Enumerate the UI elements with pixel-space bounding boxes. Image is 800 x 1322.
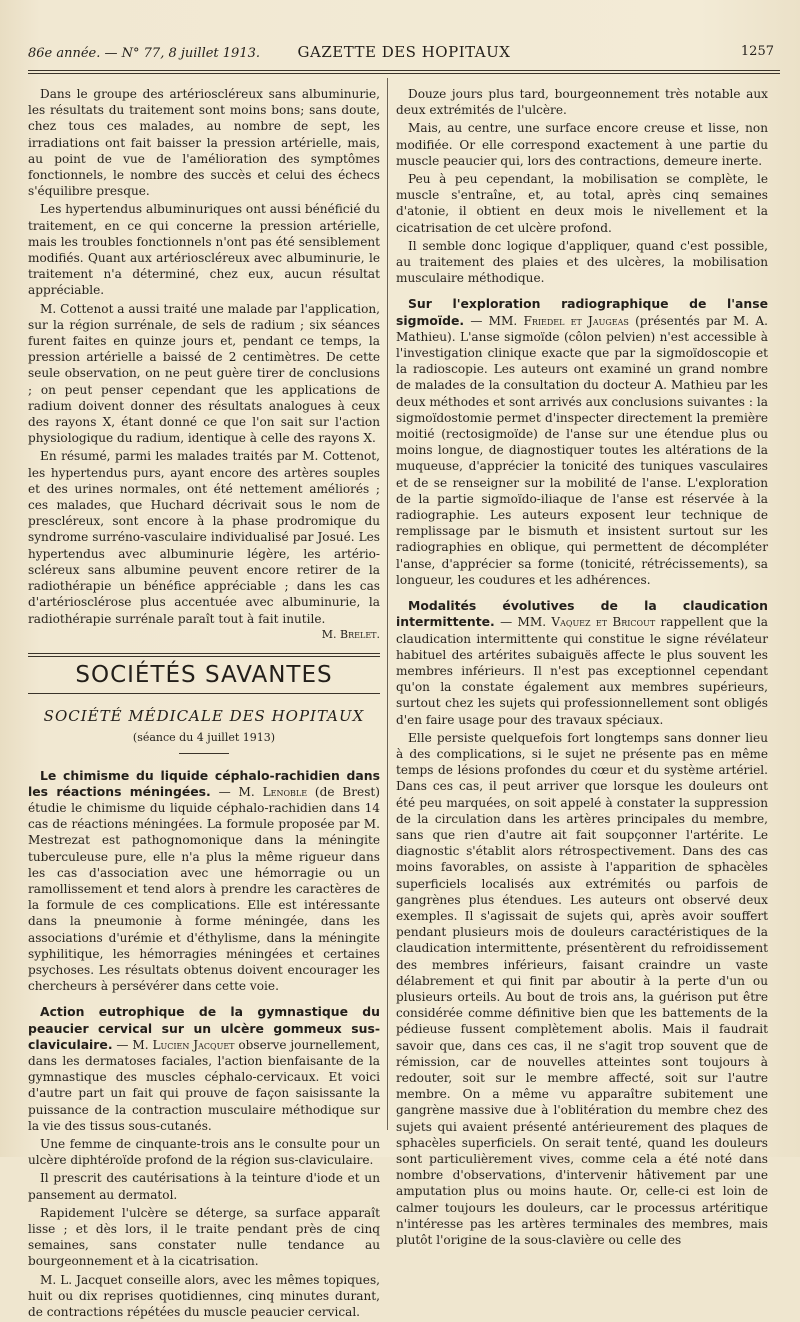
paragraph: Dans le groupe des artérioscléreux sans albuminurie, les résultats du traitement sont moins bons; sans doute, chez tous ces malades, au nombre de sept, les irradiations ont fait baisser la pression artérielle, mais, au point de vue de l'amélioration des symptômes fonctionnels, le nombre des succès et celui des échecs s'équilibre presque. <box>28 87 380 199</box>
paragraph: Mais, au centre, une surface encore creuse et lisse, non modifiée. Or elle correspond exactement à une partie du muscle peaucier qui, lors des contractions, demeure inerte. <box>396 121 768 168</box>
paragraph: Elle persiste quelquefois fort longtemps sans donner lieu à des complications, si le sujet ne présente pas en même temps de lésions profondes du cœur et du système artériel. Dans ces cas, il peut arriver que lorsque les douleurs ont été peu marquées, on soit appelé à constater la suppression de la circulation dans les artères principales du membre, sans que rien d'autre ait fait soupçonner l'artérite. Le diagnostic s'établit alors rétrospectivement. Dans des cas moins favorables, on assiste à l'apparition de sphacèles superficiels localisés aux extrémités ou parfois de gangrènes plus étendues. Les auteurs ont observé deux exemples. Il s'agissait de sujets qui, après avoir souffert pendant plusieurs mois de douleurs caractéristiques de la claudication intermittente, présentèrent du refroidissement des membres inférieurs, faisant craindre un vaste délabrement et qui finit par aboutir à la perte d'un ou plusieurs orteils. Au bout de trois ans, la guérison put être considérée comme définitive bien que les battements de la pédieuse fussent complètement abolis. Mais il faudrait savoir que, dans ces cas, il ne s'agit trop souvent que de rémission, car de nouvelles atteintes sont toujours à redouter, soit sur le membre affecté, soit sur l'autre membre. On a même vu apparaître subitement une gangrène massive due à l'oblitération du membre chez des sujets qui avaient présenté antérieurement des plaques de sphacèles superficiels. On serait tenté, quand les douleurs sont particulièrement vives, comme cela a été noté dans nombre d'observations, d'intervenir hâtivement par une amputation plus ou moins haute. Or, celle-ci est loin de calmer toujours les douleurs, car le processus artéritique n'intéresse pas les artères terminales des membres, mais plutôt l'origine de la sous-clavière ou celle des <box>396 730 768 1248</box>
article-gymnastique: Action eutrophique de la gymnastique du peaucier cervical sur un ulcère gommeux sus-claviculaire. — M. Lucien Jacquet observe journellement, dans les dermatoses faciales, l'action bienfaisante de la gymnastique des muscles céphalo-cervicaux. Et voici d'autre part un fait qui prouve de façon saisissante la puissance de la contraction musculaire méthodique sur la vie des tissus sous-cutanés. <box>28 1004 380 1133</box>
paragraph: Douze jours plus tard, bourgeonnement très notable aux deux extrémités de l'ulcère. <box>396 87 768 118</box>
column-divider <box>387 78 388 1130</box>
paragraph: M. L. Jacquet conseille alors, avec les mêmes topiques, huit ou dix reprises quotidiennes, cinq minutes durant, de contractions répétées du muscle peaucier cervical. <box>28 1272 380 1320</box>
article-heading: Action eutrophique de la gymnastique du peaucier cervical sur un ulcère gommeux sus-claviculaire. <box>28 1004 380 1052</box>
paragraph: M. Cottenot a aussi traité une malade par l'application, sur la région surrénale, de sels de radium ; six séances furent faites en quinze jours et, pendant ce temps, la pression artérielle a baissé de 2 centimètres. De cette seule observation, on ne peut guère tirer de conclusions ; on peut penser cependant que les applications de radium doivent donner des résultats analogues à ceux des rayons X, étant donné ce que l'on sait sur l'action physiologique du radium, identique à celle des rayons X. <box>28 301 380 446</box>
section-title: SOCIÉTÉS SAVANTES <box>75 661 333 688</box>
seance-date: (séance du 4 juillet 1913) <box>132 731 276 745</box>
paragraph: Une femme de cinquante-trois ans le consulte pour un ulcère diphtéroïde profond de la région sus-claviculaire. <box>28 1136 380 1168</box>
paragraph: En résumé, parmi les malades traités par M. Cottenot, les hypertendus purs, ayant encore des artères souples et des urines normales, ont été nettement améliorés ; ces malades, que Huchard décrivait sous le nom de prescléreux, sont encore à la phase prodromique du syndrome surréno-vasculaire individualisé par Josué. Les hypertendus avec albuminurie légère, les artério-scléreux sans albumine peuvent encore retirer de la radiothérapie un bénéfice appréciable ; dans les cas d'artériosclérose plus accentuée avec albuminurie, la radiothérapie surrénale paraît tout à fait inutile. <box>28 449 380 626</box>
paragraph: Rapidement l'ulcère se déterge, sa surface apparaît lisse ; et dès lors, il le traite pendant près de cinq semaines, sans constater nulle tendance au bourgeonnement et à la cicatrisation. <box>28 1205 380 1269</box>
author-signature: M. Brelet. <box>321 627 380 641</box>
article-body: rappellent que la claudication intermittente qui constitue le signe révélateur habituel des artérites subaiguës affecte le plus souvent les membres inférieurs. Il n'est pas exceptionnel cependant qu'on la constate également aux membres supérieurs, surtout chez les sujets qui professionnellement sont obligés d'en faire usage pour des travaux spéciaux. <box>396 615 768 727</box>
right-column <box>396 86 768 1250</box>
article-claudication: Modalités évolutives de la claudication intermittente. — MM. Vaquez et Bricout rappellent que la claudication intermittente qui constitue le signe révélateur habituel des artérites subaiguës affecte le plus souvent les membres inférieurs. Il n'est pas exceptionnel cependant qu'on la constate également aux membres supérieurs, surtout chez les sujets qui professionnellement sont obligés d'en faire usage pour des travaux spéciaux. <box>396 598 768 727</box>
article-author: M. Lenoble <box>238 784 308 799</box>
article-author: M. Lucien Jacquet <box>132 1037 235 1052</box>
society-title: SOCIÉTÉ MÉDICALE DES HOPITAUX <box>43 707 365 726</box>
article-heading: Le chimisme du liquide céphalo-rachidien dans les réactions méningées. <box>28 767 380 799</box>
left-column <box>28 86 380 1322</box>
article-chimisme: Le chimisme du liquide céphalo-rachidien dans les réactions méningées. — M. Lenoble (de Brest) étudie le chimisme du liquide céphalo-rachidien dans 14 cas de réactions méningées. La formule proposée par M. Mestrezat est pathognomonique dans la méningite tuberculeuse pure, elle n'a plus la même rigueur dans les cas d'association avec une hémorragie ou un ramollissement et tend alors à prendre les caractères de la formule de ces complications. Elle est intéressante dans la pneumonie à forme méningée, dans les associations d'urémie et d'éthylisme, dans la méningite syphilitique, les hémorragies méningées et certaines psychoses. Les résultats obtenus doivent encourager les chercheurs à persévérer dans cette voie. <box>28 767 380 994</box>
article-heading: Modalités évolutives de la claudication intermittente. <box>396 598 768 630</box>
article-body: (de Brest) étudie le chimisme du liquide céphalo-rachidien dans 14 cas de réactions méningées. La formule proposée par M. Mestrezat est pathognomonique dans la méningite tuberculeuse pure, elle n'a plus la même rigueur dans les cas d'association avec une hémorragie ou un ramollissement et tend alors à prendre les caractères de la formule de ces complications. Elle est intéressante dans la pneumonie à forme méningée, dans les associations d'urémie et d'éthylisme, dans la méningite syphilitique, les hémorragies méningées et certaines psychoses. Les résultats obtenus doivent encourager les chercheurs à persévérer dans cette voie. <box>28 784 380 994</box>
section-rule <box>28 653 380 657</box>
article-anse-sigmoide: Sur l'exploration radiographique de l'anse sigmoïde. — MM. Friedel et Jaugeas (présentés par M. A. Mathieu). L'anse sigmoïde (côlon pelvien) n'est accessible à l'investigation clinique exacte que par la sigmoïdoscopie et la radioscopie. Les auteurs ont examiné un grand nombre de malades de la consultation du docteur A. Mathieu par les deux méthodes et sont arrivés aux conclusions suivantes : la sigmoïdostomie permet d'inspecter directement la première moitié (rectosigmoïde) de l'anse sur une étendue plus ou moins longue, de diagnostiquer toutes les altérations de la muqueuse, d'apprécier la tonicité des tuniques vasculaires et de se renseigner sur la mobilité de l'anse. L'exploration de la partie sigmoïdo-iliaque de l'anse est réservée à la radiographie. Les auteurs exposent leur technique de remplissage par le bismuth et insistent surtout sur les radiographies en oblique, qui permettent de décompléter l'anse, d'apprécier sa forme (tonicité, rétrécissements), sa longueur, les coudures et les adhérences. <box>396 296 768 587</box>
issue-info: 86e année. — N° 77, 8 juillet 1913. <box>28 46 261 61</box>
paragraph: Il prescrit des cautérisations à la teinture d'iode et un pansement au dermatol. <box>28 1171 380 1202</box>
article-authors: MM. Friedel et Jaugeas <box>488 313 629 328</box>
paragraph: Il semble donc logique d'appliquer, quand c'est possible, au traitement des plaies et des ulcères, la mobilisation musculaire méthodique. <box>396 238 768 286</box>
journal-title: GAZETTE DES HOPITAUX <box>297 43 511 61</box>
article-authors: MM. Vaquez et Bricout <box>517 615 656 630</box>
header-rule <box>28 70 780 74</box>
article-body: observe journellement, dans les dermatoses faciales, l'action bienfaisante de la gymnastique des muscles céphalo-cervicaux. Et voici d'autre part un fait qui prouve de façon saisissante la puissance de la contraction musculaire méthodique sur la vie des tissus sous-cutanés. <box>28 1037 380 1133</box>
paragraph: Peu à peu cependant, la mobilisation se complète, le muscle s'entraîne, et, au total, après cinq semaines d'atonie, il obtient en deux mois le nivellement et la cicatrisation de cet ulcère profond. <box>396 172 768 235</box>
article-heading: Sur l'exploration radiographique de l'anse sigmoïde. <box>396 296 768 328</box>
paragraph: Les hypertendus albuminuriques ont aussi bénéficié du traitement, en ce qui concerne la pression artérielle, mais les troubles fonctionnels n'ont pas été sensiblement modifiés. Quant aux artérioscléreux avec albuminurie, le traitement n'a déterminé, chez eux, aucun résultat appréciable. <box>28 202 380 298</box>
article-body: (présentés par M. A. Mathieu). L'anse sigmoïde (côlon pelvien) n'est accessible à l'investigation clinique exacte que par la sigmoïdoscopie et la radioscopie. Les auteurs ont examiné un grand nombre de malades de la consultation du docteur A. Mathieu par les deux méthodes et sont arrivés aux conclusions suivantes : la sigmoïdostomie permet d'inspecter directement la première moitié (rectosigmoïde) de l'anse sur une étendue plus ou moins longue, de diagnostiquer toutes les altérations de la muqueuse, d'apprécier la tonicité des tuniques vasculaires et de se renseigner sur la mobilité de l'anse. L'exploration de la partie sigmoïdo-iliaque de l'anse est réservée à la radiographie. Les auteurs exposent leur technique de remplissage par le bismuth et insistent surtout sur les radiographies en oblique, qui permettent de décompléter l'anse, d'apprécier sa forme (tonicité, rétrécissements), sa longueur, les coudures et les adhérences. <box>396 313 768 587</box>
page-number: 1257 <box>740 44 774 59</box>
section-rule-thin <box>28 693 380 694</box>
page-header <box>28 40 780 64</box>
short-rule <box>179 753 229 754</box>
